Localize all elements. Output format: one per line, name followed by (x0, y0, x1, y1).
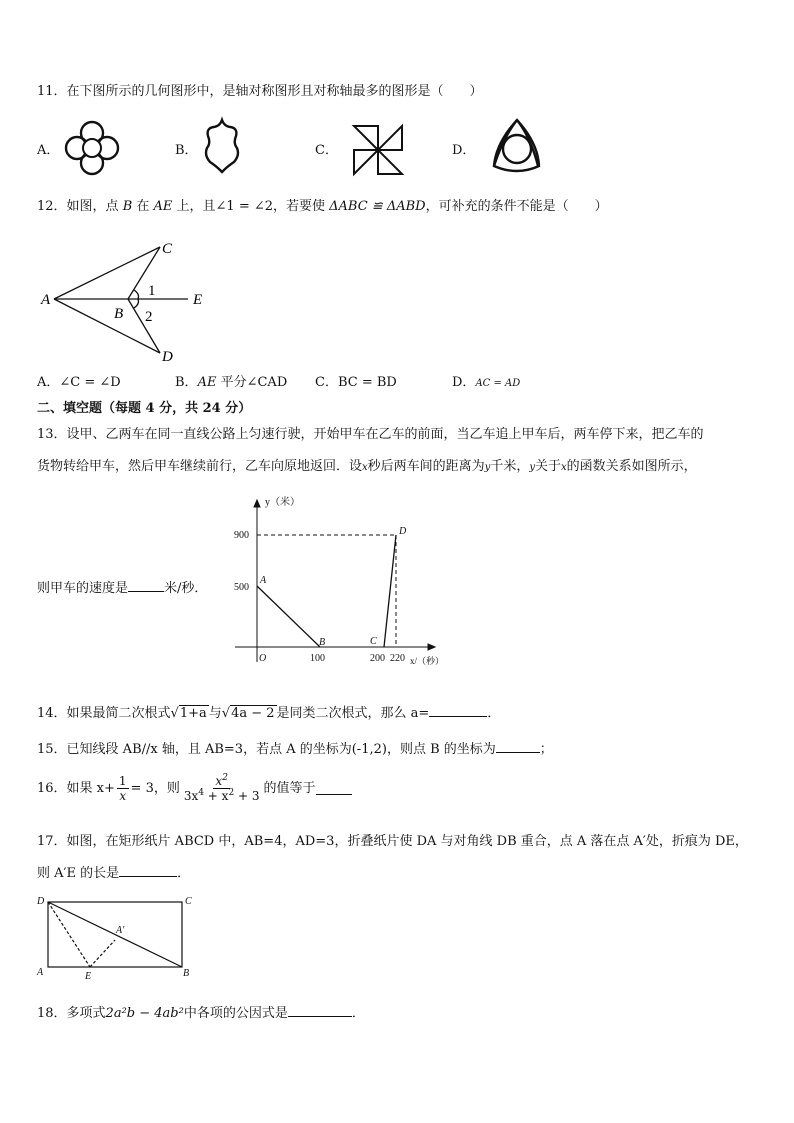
q14-answer-blank[interactable] (429, 704, 487, 717)
graph-point-d: D (399, 526, 407, 537)
q11-option-a-label: A． (37, 143, 60, 158)
q12-option-c: C．BC = BD (315, 375, 397, 390)
graph-origin-label: O (259, 653, 267, 664)
q17-answer-blank[interactable] (119, 864, 177, 877)
q11-text: 11．在下图所示的几何图形中，是轴对称图形且对称轴最多的图形是（ ） (37, 84, 483, 99)
q13-line1: 13．设甲、乙两车在同一直线公路上匀速行驶，开始甲车在乙车的前面，当乙车追上甲车后，两车停下来，把乙车的 (37, 427, 704, 442)
vase-shape-figure (202, 118, 242, 174)
fig12-label-e: E (193, 292, 203, 308)
graph-tick-500: 500 (234, 582, 249, 593)
graph-point-a: A (260, 575, 267, 586)
q11-option-c-label: C． (315, 143, 338, 158)
q18-answer-blank[interactable] (288, 1004, 352, 1017)
fig12-label-b: B (114, 306, 124, 322)
graph-tick-100: 100 (310, 653, 325, 664)
q12-option-b: B．AE 平分∠CAD (175, 375, 288, 390)
q17-rectangle-figure (34, 893, 204, 981)
graph-tick-200: 200 (370, 653, 385, 664)
q16-answer-blank[interactable] (316, 782, 352, 795)
pinwheel-figure (350, 122, 406, 178)
q12-option-a: A．∠C = ∠D (37, 375, 121, 390)
q12-triangle-figure (36, 240, 216, 365)
q15-answer-blank[interactable] (496, 740, 540, 753)
q13-answer-blank[interactable] (128, 579, 164, 592)
graph-tick-220: 220 (390, 653, 405, 664)
graph-point-c: C (370, 636, 377, 647)
q11-option-b-label: B． (175, 143, 198, 158)
fig17-label-a-prime: A′ (116, 925, 125, 936)
graph-x-axis-label: x/（秒） (410, 656, 445, 666)
fig12-label-c: C (162, 241, 173, 257)
q13-line2: 货物转给甲车，然后甲车继续前行，乙车向原地返回．设x秒后两车间的距离为y千米，y关于x的函数关系如图所示， (37, 459, 697, 474)
q17-line2: 则 A′E 的长是 ． (37, 866, 191, 881)
q12-option-d: D．AC = AD (452, 375, 521, 390)
fig12-label-d: D (162, 349, 173, 365)
q13-question: 则甲车的速度是 米/秒． (37, 581, 208, 596)
triquetra-figure (486, 118, 548, 178)
q15-text: 15．已知线段 AB//x 轴，且 AB=3，若点 A 的坐标为(-1,2)，则点 B 的坐标为 ； (37, 742, 553, 757)
q12-text: 12．如图，点 B 在 AE 上，且∠1 = ∠2，若要使 ΔABC ≌ ΔABD，可补充的条件不能是（ ） (37, 199, 608, 214)
fig17-label-a: A (37, 967, 44, 978)
q14-text: 14．如果最简二次根式√1+a 与√4a − 2 是同类二次根式，那么 a= ． (37, 706, 501, 721)
fig17-label-d: D (37, 896, 45, 907)
q11-option-d-label: D． (452, 143, 476, 158)
graph-tick-900: 900 (234, 530, 249, 541)
q18-text: 18．多项式2a²b − 4ab²中各项的公因式是 ． (37, 1006, 365, 1021)
graph-y-axis-label: y（米） (265, 497, 300, 508)
four-circle-flower-figure (62, 120, 122, 176)
fig17-label-e: E (85, 971, 92, 982)
q17-line1: 17．如图，在矩形纸片 ABCD 中，AB=4，AD=3，折叠纸片使 DA 与对角线 DB 重合，点 A 落在点 A′处，折痕为 DE， (37, 834, 748, 849)
fig12-angle-2: 2 (145, 309, 153, 325)
fig12-label-a: A (41, 292, 51, 308)
fig17-label-c: C (185, 896, 192, 907)
q13-distance-graph (230, 490, 460, 675)
graph-point-b: B (319, 637, 326, 648)
q16-text: 16．如果 x+ $\frac{1}{x}$ = 3，则 $\frac{x^2}{3x^4 + x^2 + 3}$ 的值等于 (37, 774, 352, 803)
fig12-angle-1: 1 (148, 283, 156, 299)
fig17-label-b: B (183, 968, 190, 979)
section-heading-fill-in: 二、填空题（每题 4 分，共 24 分） (37, 401, 252, 416)
